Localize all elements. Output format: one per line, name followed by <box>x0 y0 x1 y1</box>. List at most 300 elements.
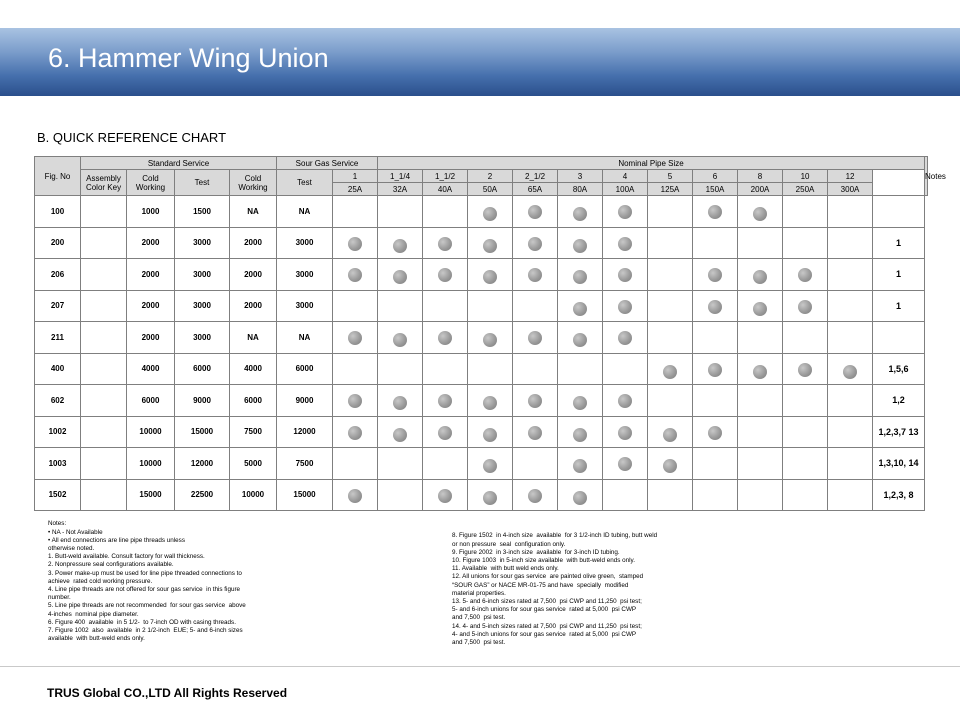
cell-size-availability <box>378 227 423 259</box>
cell-color-key <box>81 227 127 259</box>
page-title: 6. Hammer Wing Union <box>48 43 329 73</box>
cell-size-availability <box>423 353 468 385</box>
cell-size-availability <box>828 322 873 354</box>
note-line: 14. 4- and 5-inch sizes rated at 7,500 psi CWP and 11,250 psi test; <box>452 622 642 630</box>
cell-size-availability <box>513 290 558 322</box>
available-dot-icon <box>618 237 632 251</box>
available-dot-icon <box>573 207 587 221</box>
note-line: 8. Figure 1502 in 4-inch size available for 3 1/2-inch ID tubing, butt weld <box>452 532 658 540</box>
cell-size-availability <box>558 322 603 354</box>
available-dot-icon <box>753 365 767 379</box>
header-size-mm: 80A <box>558 183 603 196</box>
cell-sour-cold-working: NA <box>230 196 277 228</box>
available-dot-icon <box>618 205 632 219</box>
table-row <box>35 290 928 322</box>
note-line: and 7,500 psi test. <box>452 614 506 622</box>
cell-std-cold-working: 15000 <box>127 479 175 511</box>
available-dot-icon <box>663 459 677 473</box>
cell-size-availability <box>558 227 603 259</box>
cell-size-availability <box>648 322 693 354</box>
cell-size-availability <box>513 448 558 480</box>
header-nominal-pipe-size: Nominal Pipe Size <box>378 157 925 170</box>
note-line: material properties. <box>452 589 506 597</box>
available-dot-icon <box>843 365 857 379</box>
cell-size-availability <box>783 448 828 480</box>
cell-size-availability <box>423 479 468 511</box>
available-dot-icon <box>438 426 452 440</box>
cell-std-cold-working: 10000 <box>127 448 175 480</box>
cell-notes: 1 <box>873 259 925 291</box>
cell-size-availability <box>423 290 468 322</box>
cell-color-key <box>81 290 127 322</box>
available-dot-icon <box>438 331 452 345</box>
header-size-in: 5 <box>648 170 693 183</box>
cell-size-availability <box>828 290 873 322</box>
header-size-mm: 25A <box>333 183 378 196</box>
available-dot-icon <box>798 363 812 377</box>
header-size-mm: 300A <box>828 183 873 196</box>
available-dot-icon <box>483 459 497 473</box>
note-line: and 7,500 psi test. <box>452 639 506 647</box>
available-dot-icon <box>753 302 767 316</box>
available-dot-icon <box>483 428 497 442</box>
header-size-mm: 125A <box>648 183 693 196</box>
available-dot-icon <box>618 394 632 408</box>
cell-fig-no: 1002 <box>35 416 81 448</box>
cell-size-availability <box>378 416 423 448</box>
note-line: 5. Line pipe threads are not recommended for sour gas service above <box>48 602 246 610</box>
cell-size-availability <box>468 196 513 228</box>
cell-sour-test: 9000 <box>277 385 333 417</box>
header-size-in: 2 <box>468 170 513 183</box>
header-sour-test: Test <box>277 170 333 196</box>
available-dot-icon <box>348 394 362 408</box>
available-dot-icon <box>483 491 497 505</box>
cell-size-availability <box>693 290 738 322</box>
cell-size-availability <box>603 416 648 448</box>
note-line: • All end connections are line pipe threads unless <box>48 536 185 544</box>
header-assembly-color-key: Assembly Color Key <box>81 170 127 196</box>
cell-color-key <box>81 385 127 417</box>
cell-size-availability <box>423 322 468 354</box>
header-size-in: 1_1/4 <box>378 170 423 183</box>
cell-size-availability <box>468 322 513 354</box>
cell-std-cold-working: 2000 <box>127 290 175 322</box>
cell-std-cold-working: 6000 <box>127 385 175 417</box>
header-size-in: 10 <box>783 170 828 183</box>
cell-size-availability <box>783 322 828 354</box>
cell-size-availability <box>333 416 378 448</box>
note-line: number. <box>48 594 71 602</box>
cell-color-key <box>81 448 127 480</box>
cell-size-availability <box>378 196 423 228</box>
cell-std-test: 3000 <box>175 322 230 354</box>
note-line: 2. Nonpressure seal configurations available. <box>48 561 174 569</box>
cell-size-availability <box>378 479 423 511</box>
available-dot-icon <box>528 489 542 503</box>
available-dot-icon <box>798 268 812 282</box>
available-dot-icon <box>348 268 362 282</box>
cell-size-availability <box>558 416 603 448</box>
cell-color-key <box>81 196 127 228</box>
available-dot-icon <box>483 270 497 284</box>
available-dot-icon <box>348 331 362 345</box>
table-row <box>35 353 928 385</box>
cell-size-availability <box>333 385 378 417</box>
header-size-in: 4 <box>603 170 648 183</box>
table-row <box>35 196 928 228</box>
available-dot-icon <box>573 239 587 253</box>
cell-size-availability <box>738 479 783 511</box>
cell-color-key <box>81 322 127 354</box>
cell-size-availability <box>603 259 648 291</box>
table-row <box>35 448 928 480</box>
table-row <box>35 259 928 291</box>
cell-size-availability <box>423 448 468 480</box>
cell-size-availability <box>333 227 378 259</box>
cell-notes <box>873 322 925 354</box>
available-dot-icon <box>708 363 722 377</box>
cell-notes <box>873 196 925 228</box>
available-dot-icon <box>348 426 362 440</box>
available-dot-icon <box>438 489 452 503</box>
header-size-mm: 40A <box>423 183 468 196</box>
cell-notes: 1,2,3,7 13 <box>873 416 925 448</box>
available-dot-icon <box>393 239 407 253</box>
note-line: “SOUR GAS” or NACE MR-01-75 and have specially modified <box>452 581 629 589</box>
header-size-in: 6 <box>693 170 738 183</box>
table-row <box>35 416 928 448</box>
cell-sour-cold-working: 7500 <box>230 416 277 448</box>
cell-size-availability <box>378 353 423 385</box>
cell-size-availability <box>603 385 648 417</box>
available-dot-icon <box>708 300 722 314</box>
available-dot-icon <box>573 491 587 505</box>
available-dot-icon <box>618 300 632 314</box>
cell-size-availability <box>513 322 558 354</box>
cell-size-availability <box>468 448 513 480</box>
cell-size-availability <box>693 385 738 417</box>
cell-size-availability <box>648 353 693 385</box>
cell-size-availability <box>333 322 378 354</box>
cell-std-cold-working: 2000 <box>127 259 175 291</box>
note-line: Notes: <box>48 520 67 528</box>
cell-size-availability <box>738 322 783 354</box>
cell-size-availability <box>333 196 378 228</box>
cell-size-availability <box>378 259 423 291</box>
cell-color-key <box>81 353 127 385</box>
cell-sour-cold-working: 2000 <box>230 227 277 259</box>
cell-size-availability <box>603 448 648 480</box>
available-dot-icon <box>528 394 542 408</box>
available-dot-icon <box>348 237 362 251</box>
available-dot-icon <box>573 333 587 347</box>
cell-std-test: 15000 <box>175 416 230 448</box>
note-line: 11. Available with butt weld ends only. <box>452 565 559 573</box>
note-line: 9. Figure 2002 in 3-inch size available for 3-inch ID tubing. <box>452 548 620 556</box>
table-row <box>35 227 928 259</box>
cell-size-availability <box>423 196 468 228</box>
cell-size-availability <box>333 479 378 511</box>
cell-size-availability <box>558 479 603 511</box>
header-size-in: 1_1/2 <box>423 170 468 183</box>
header-size-mm: 100A <box>603 183 648 196</box>
cell-size-availability <box>693 227 738 259</box>
cell-size-availability <box>468 259 513 291</box>
cell-sour-test: 3000 <box>277 259 333 291</box>
section-title: B. QUICK REFERENCE CHART <box>37 130 227 145</box>
cell-color-key <box>81 416 127 448</box>
note-line: 4-inches nominal pipe diameter. <box>48 610 139 618</box>
cell-sour-cold-working: 2000 <box>230 259 277 291</box>
available-dot-icon <box>393 396 407 410</box>
cell-fig-no: 200 <box>35 227 81 259</box>
available-dot-icon <box>528 237 542 251</box>
available-dot-icon <box>573 459 587 473</box>
cell-size-availability <box>738 227 783 259</box>
available-dot-icon <box>483 333 497 347</box>
cell-sour-cold-working: 2000 <box>230 290 277 322</box>
cell-notes: 1,5,6 <box>873 353 925 385</box>
cell-size-availability <box>648 385 693 417</box>
header-std-test: Test <box>175 170 230 196</box>
header-sour-gas-service: Sour Gas Service <box>277 157 378 170</box>
header-size-mm: 50A <box>468 183 513 196</box>
note-line: or non pressure seal configuration only. <box>452 540 566 548</box>
header-sour-cold-working: Cold Working <box>230 170 277 196</box>
available-dot-icon <box>483 239 497 253</box>
cell-size-availability <box>423 227 468 259</box>
cell-fig-no: 206 <box>35 259 81 291</box>
header-size-in: 3 <box>558 170 603 183</box>
cell-size-availability <box>828 479 873 511</box>
cell-fig-no: 211 <box>35 322 81 354</box>
cell-std-test: 6000 <box>175 353 230 385</box>
cell-sour-cold-working: NA <box>230 322 277 354</box>
cell-size-availability <box>693 353 738 385</box>
available-dot-icon <box>618 268 632 282</box>
available-dot-icon <box>798 300 812 314</box>
cell-size-availability <box>783 416 828 448</box>
cell-sour-test: 15000 <box>277 479 333 511</box>
cell-size-availability <box>468 416 513 448</box>
header-size-in: 12 <box>828 170 873 183</box>
cell-size-availability <box>423 259 468 291</box>
cell-size-availability <box>738 196 783 228</box>
available-dot-icon <box>618 426 632 440</box>
cell-std-test: 9000 <box>175 385 230 417</box>
available-dot-icon <box>528 331 542 345</box>
cell-notes: 1 <box>873 290 925 322</box>
cell-std-test: 12000 <box>175 448 230 480</box>
cell-std-test: 22500 <box>175 479 230 511</box>
available-dot-icon <box>573 428 587 442</box>
cell-size-availability <box>693 416 738 448</box>
available-dot-icon <box>528 268 542 282</box>
note-line: 13. 5- and 6-inch sizes rated at 7,500 psi CWP and 11,250 psi test; <box>452 598 642 606</box>
header-std-cold-working: Cold Working <box>127 170 175 196</box>
cell-size-availability <box>648 290 693 322</box>
available-dot-icon <box>663 365 677 379</box>
cell-std-test: 3000 <box>175 259 230 291</box>
note-line: otherwise noted. <box>48 545 95 553</box>
cell-size-availability <box>738 290 783 322</box>
cell-notes: 1,3,10, 14 <box>873 448 925 480</box>
header-size-mm: 65A <box>513 183 558 196</box>
cell-sour-cold-working: 5000 <box>230 448 277 480</box>
cell-size-availability <box>468 227 513 259</box>
available-dot-icon <box>753 207 767 221</box>
available-dot-icon <box>618 457 632 471</box>
cell-std-cold-working: 2000 <box>127 322 175 354</box>
cell-size-availability <box>783 290 828 322</box>
note-line: 12. All unions for sour gas service are painted olive green, stamped <box>452 573 644 581</box>
notes-right <box>452 516 772 655</box>
header-standard-service: Standard Service <box>81 157 277 170</box>
header-notes: Notes <box>925 157 928 196</box>
cell-fig-no: 100 <box>35 196 81 228</box>
available-dot-icon <box>708 205 722 219</box>
cell-size-availability <box>558 290 603 322</box>
cell-size-availability <box>513 353 558 385</box>
cell-std-cold-working: 4000 <box>127 353 175 385</box>
cell-std-test: 3000 <box>175 290 230 322</box>
note-line: 10. Figure 1003 in 5-inch size available with butt-weld ends only. <box>452 557 635 565</box>
header-fig-no: Fig. No <box>35 157 81 196</box>
cell-size-availability <box>603 322 648 354</box>
header-size-in: 8 <box>738 170 783 183</box>
cell-size-availability <box>693 322 738 354</box>
cell-size-availability <box>693 448 738 480</box>
cell-size-availability <box>693 259 738 291</box>
available-dot-icon <box>528 205 542 219</box>
cell-sour-test: NA <box>277 196 333 228</box>
quick-reference-table <box>34 156 946 511</box>
cell-std-cold-working: 2000 <box>127 227 175 259</box>
available-dot-icon <box>348 489 362 503</box>
cell-size-availability <box>423 385 468 417</box>
cell-sour-test: 3000 <box>277 227 333 259</box>
available-dot-icon <box>438 237 452 251</box>
cell-size-availability <box>513 259 558 291</box>
cell-notes: 1,2 <box>873 385 925 417</box>
cell-size-availability <box>783 259 828 291</box>
cell-sour-cold-working: 4000 <box>230 353 277 385</box>
cell-size-availability <box>423 416 468 448</box>
cell-color-key <box>81 259 127 291</box>
cell-size-availability <box>513 385 558 417</box>
cell-size-availability <box>603 353 648 385</box>
cell-size-availability <box>828 227 873 259</box>
available-dot-icon <box>618 331 632 345</box>
cell-size-availability <box>558 385 603 417</box>
cell-sour-test: 7500 <box>277 448 333 480</box>
note-line: • NA - Not Available <box>48 528 103 536</box>
cell-size-availability <box>378 385 423 417</box>
available-dot-icon <box>573 396 587 410</box>
cell-fig-no: 1003 <box>35 448 81 480</box>
cell-size-availability <box>738 416 783 448</box>
available-dot-icon <box>483 207 497 221</box>
cell-size-availability <box>738 448 783 480</box>
cell-sour-test: 6000 <box>277 353 333 385</box>
cell-size-availability <box>603 290 648 322</box>
header-size-mm: 150A <box>693 183 738 196</box>
available-dot-icon <box>393 270 407 284</box>
notes-left <box>48 504 338 652</box>
cell-size-availability <box>513 227 558 259</box>
note-line: 3. Power make-up must be used for line pipe threaded connections to <box>48 569 242 577</box>
cell-size-availability <box>513 196 558 228</box>
cell-size-availability <box>738 353 783 385</box>
cell-size-availability <box>513 416 558 448</box>
header-size-in: 2_1/2 <box>513 170 558 183</box>
cell-size-availability <box>603 196 648 228</box>
available-dot-icon <box>483 396 497 410</box>
cell-std-test: 3000 <box>175 227 230 259</box>
cell-size-availability <box>738 259 783 291</box>
cell-sour-cold-working: 10000 <box>230 479 277 511</box>
cell-size-availability <box>648 227 693 259</box>
cell-std-cold-working: 10000 <box>127 416 175 448</box>
cell-size-availability <box>333 259 378 291</box>
cell-size-availability <box>828 448 873 480</box>
cell-size-availability <box>558 196 603 228</box>
note-line: 1. Butt-weld available. Consult factory for wall thickness. <box>48 553 205 561</box>
cell-size-availability <box>468 290 513 322</box>
available-dot-icon <box>573 302 587 316</box>
cell-size-availability <box>468 385 513 417</box>
cell-size-availability <box>378 322 423 354</box>
cell-size-availability <box>828 259 873 291</box>
header-size-mm: 32A <box>378 183 423 196</box>
cell-size-availability <box>828 196 873 228</box>
cell-fig-no: 1502 <box>35 479 81 511</box>
note-line: 4- and 5-inch unions for sour gas service rated at 5,000 psi CWP <box>452 630 637 638</box>
cell-size-availability <box>648 196 693 228</box>
available-dot-icon <box>393 428 407 442</box>
cell-size-availability <box>648 448 693 480</box>
cell-sour-test: 12000 <box>277 416 333 448</box>
note-line: 6. Figure 400 available in 5 1/2- to 7-inch OD with casing threads. <box>48 618 236 626</box>
cell-size-availability <box>603 227 648 259</box>
footer-copyright: TRUS Global CO.,LTD All Rights Reserved <box>47 686 288 700</box>
header-size-in: 1 <box>333 170 378 183</box>
cell-size-availability <box>333 448 378 480</box>
cell-fig-no: 602 <box>35 385 81 417</box>
available-dot-icon <box>438 394 452 408</box>
cell-size-availability <box>558 448 603 480</box>
table-row <box>35 322 928 354</box>
cell-size-availability <box>783 479 828 511</box>
cell-size-availability <box>828 416 873 448</box>
available-dot-icon <box>663 428 677 442</box>
cell-size-availability <box>693 196 738 228</box>
cell-size-availability <box>333 353 378 385</box>
cell-size-availability <box>783 196 828 228</box>
available-dot-icon <box>753 270 767 284</box>
available-dot-icon <box>708 426 722 440</box>
cell-size-availability <box>603 479 648 511</box>
cell-size-availability <box>333 290 378 322</box>
cell-std-cold-working: 1000 <box>127 196 175 228</box>
cell-size-availability <box>648 416 693 448</box>
note-line: 7. Figure 1002 also available in 2 1/2-inch EUE; 5- and 6-inch sizes <box>48 627 243 635</box>
cell-size-availability <box>513 479 558 511</box>
cell-size-availability <box>693 479 738 511</box>
cell-size-availability <box>828 385 873 417</box>
cell-std-test: 1500 <box>175 196 230 228</box>
